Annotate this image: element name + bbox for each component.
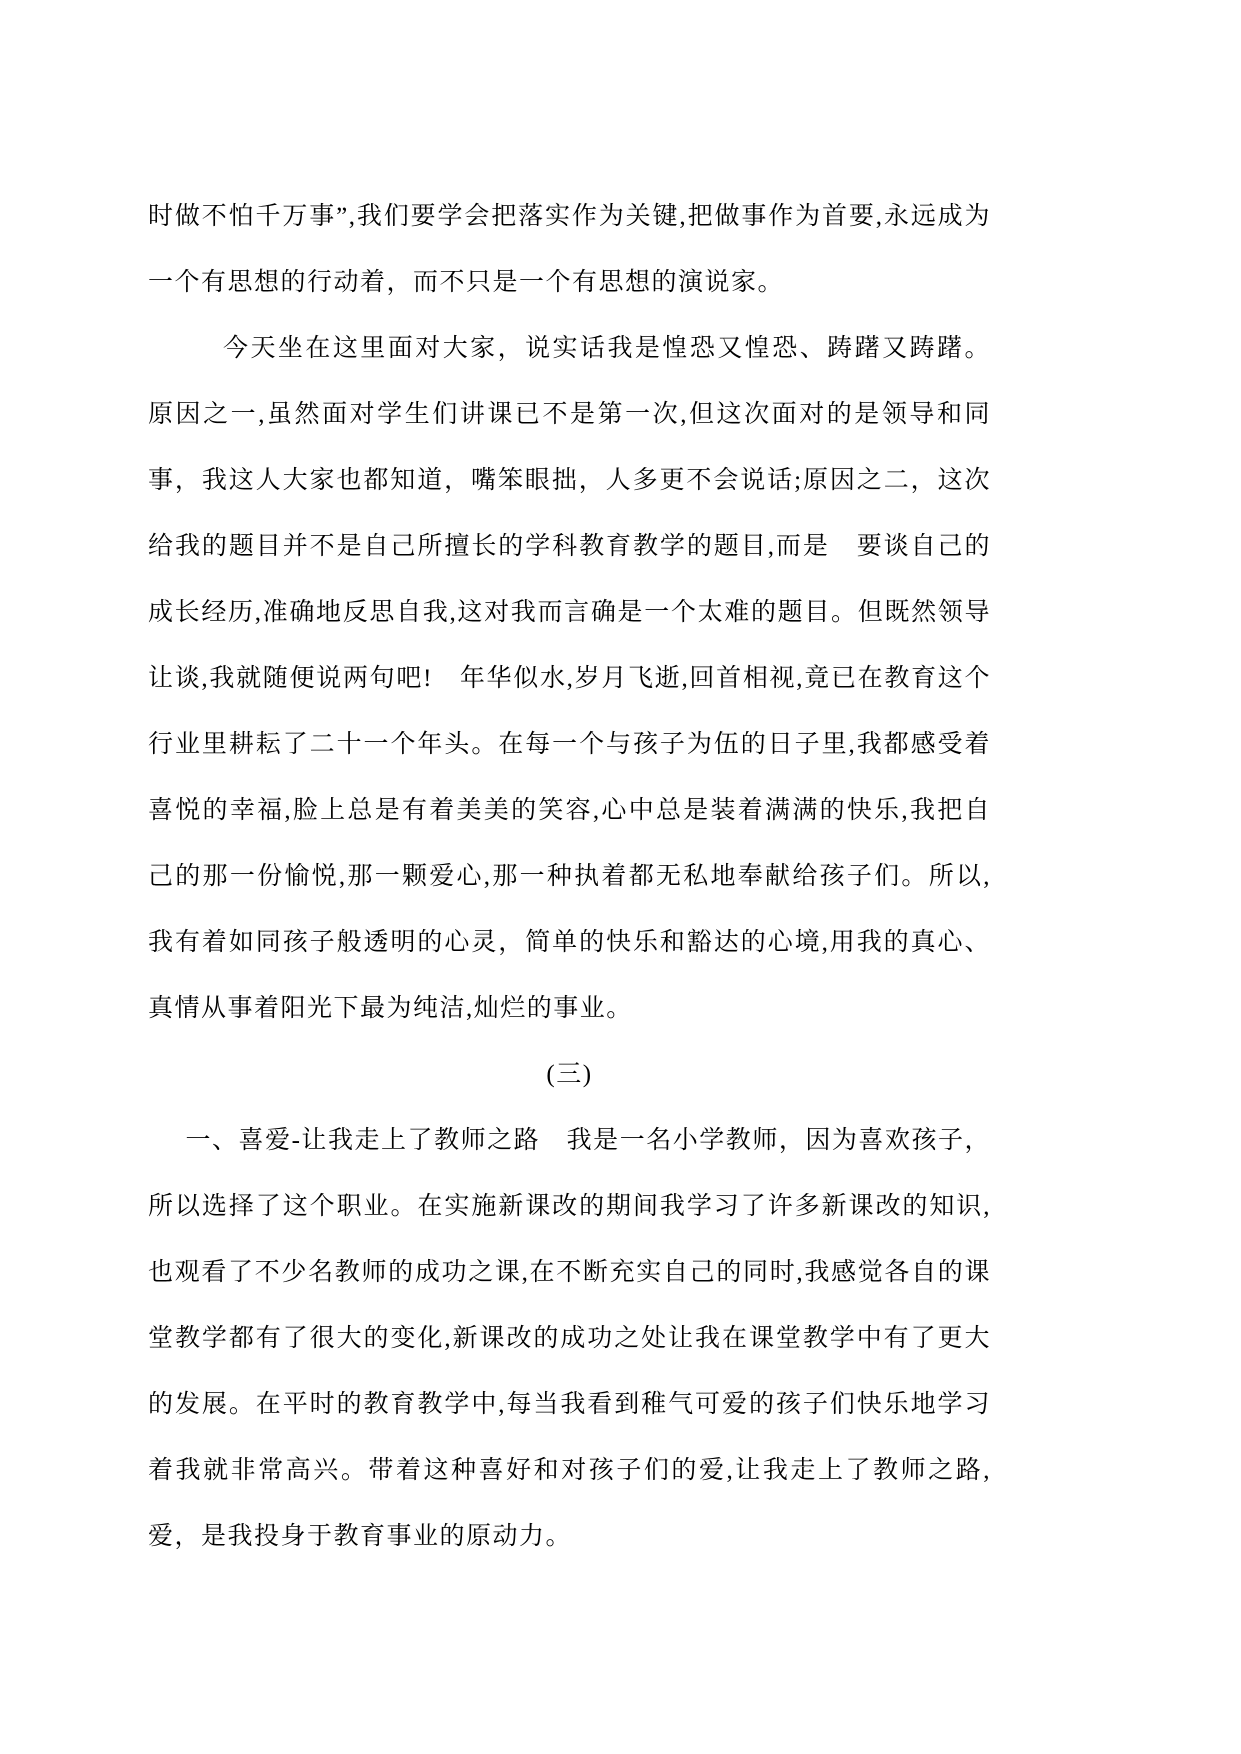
paragraph-section-three: 一、喜爱-让我走上了教师之路 我是一名小学教师，因为喜欢孩子，所以选择了这个职业。在实施新课改的期间我学习了许多新课改的知识,也观看了不少名教师的成功之课,在不断充实自己的同时,我感觉各自的课堂教学都有了很大的变化,新课改的成功之处让我在课堂教学中有了更大的发展。在平时的教育教学中,每当我看到稚气可爱的孩子们快乐地学习着我就非常高兴。带着这种喜好和对孩子们的爱,让我走上了教师之路,爱，是我投身于教育事业的原动力。	[148, 1127, 991, 1550]
paragraph-conclusion: 时做不怕千万事”,我们要学会把落实作为关键,把做事作为首要,永远成为一个有思想的行动着，而不只是一个有思想的演说家。	[148, 203, 991, 296]
paragraph-speech-opening: 今天坐在这里面对大家，说实话我是惶恐又惶恐、踌躇又踌躇。原因之一,虽然面对学生们讲课已不是第一次,但这次面对的是领导和同事，我这人大家也都知道，嘴笨眼拙，人多更不会说话;原因之二，这次给我的题目并不是自己所擅长的学科教育教学的题目,而是 要谈自己的成长经历,准确地反思自我,这对我而言确是一个太难的题目。但既然领导让谈,我就随便说两句吧! 年华似水,岁月飞逝,回首相视,竟已在教育这个行业里耕耘了二十一个年头。在每一个与孩子为伍的日子里,我都感受着喜悦的幸福,脸上总是有着美美的笑容,心中总是装着满满的快乐,我把自己的那一份愉悦,那一颗爱心,那一种执着都无私地奉献给孩子们。所以,我有着如同孩子般透明的心灵，简单的快乐和豁达的心境,用我的真心、真情从事着阳光下最为纯洁,灿烂的事业。	[148, 335, 991, 1022]
section-heading: (三)	[546, 1061, 593, 1088]
